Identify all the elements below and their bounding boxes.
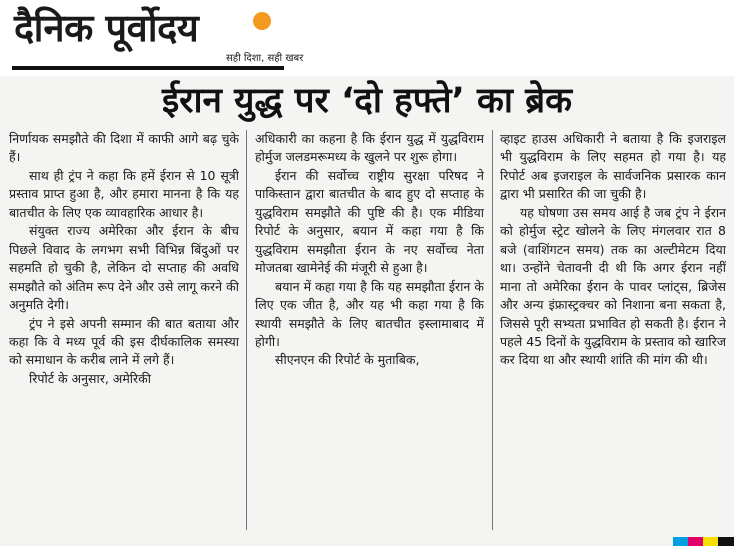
masthead-rule bbox=[12, 66, 284, 70]
paragraph: संयुक्त राज्य अमेरिका और ईरान के बीच पिछले विवाद के लगभग सभी विभिन्न बिंदुओं पर सहमति हो चुकी है, लेकिन दो सप्ताह की अवधि समझौते को अंतिम रूप देने और उसे लागू करने की अनुमति देगी। bbox=[9, 223, 239, 313]
headline: ईरान युद्ध पर ‘दो हफ्ते’ का ब्रेक bbox=[161, 81, 572, 121]
paragraph: रिपोर्ट के अनुसार, अमेरिकी bbox=[29, 370, 151, 386]
paragraph: साथ ही ट्रंप ने कहा कि हमें ईरान से 10 सूत्री प्रस्ताव प्राप्त हुआ है, और हमारा मानना है कि यह बातचीत के लिए एक व्यावहारिक आधार है। bbox=[9, 167, 239, 220]
paragraph: निर्णायक समझौते की दिशा में काफी आगे बढ़ चुके हैं। bbox=[9, 131, 239, 165]
paragraph: यह घोषणा उस समय आई है जब ट्रंप ने ईरान को होर्मुज स्ट्रेट खोलने के लिए मंगलवार रात 8 बजे (वाशिंगटन समय) तक का अल्टीमेटम दिया था। उन्होंने चेतावनी दी थी कि अगर ईरान नहीं माना तो अमेरिका ईरान के पावर प्लांट्स, ब्रिजेस और अन्य इंफ्रास्ट्रक्चर को निशाना बना सकता है, जिससे पूरी सभ्यता प्रभावित हो सकती है। ईरान ने पहले 45 दिनों के युद्धविराम के प्रस्ताव को खारिज कर दिया था और स्थायी शांति की मांग की थी। bbox=[500, 204, 726, 368]
registration-yellow-mark bbox=[703, 537, 718, 546]
article-column-3 bbox=[500, 130, 726, 536]
registration-cyan-mark bbox=[673, 537, 688, 546]
column-divider bbox=[246, 130, 247, 530]
tagline: सही दिशा, सही खबर bbox=[226, 53, 304, 64]
paragraph: अधिकारी का कहना है कि ईरान युद्ध में युद्धविराम होर्मुज जलडमरूमध्य के खुलने पर शुरू होगा। bbox=[255, 131, 484, 165]
registration-magenta-mark bbox=[688, 537, 703, 546]
masthead bbox=[0, 0, 734, 76]
paragraph: व्हाइट हाउस अधिकारी ने बताया है कि इजराइल भी युद्धविराम के लिए सहमत हो गया है। यह रिपोर्ट अब इजराइल के सार्वजनिक प्रसारक कान द्वारा भी प्रसारित की जा चुकी है। bbox=[500, 131, 726, 202]
column-divider bbox=[492, 130, 493, 530]
paragraph: सीएनएन की रिपोर्ट के मुताबिक, bbox=[275, 352, 420, 368]
paragraph: बयान में कहा गया है कि यह समझौता ईरान के लिए एक जीत है, और यह भी कहा गया है कि स्थायी समझौते के लिए बातचीत इस्लामाबाद में होगी। bbox=[255, 278, 484, 349]
paragraph: ईरान की सर्वोच्च राष्ट्रीय सुरक्षा परिषद ने पाकिस्तान द्वारा बातचीत के बाद हुए दो सप्ताह के युद्धविराम समझौते की पुष्टि की है। एक मीडिया रिपोर्ट के अनुसार, बयान में कहा गया है कि युद्धविराम समझौता ईरान के नए सर्वोच्च नेता मोजतबा खामेनेई की मंजूरी से हुआ है। bbox=[255, 167, 484, 276]
newspaper-logo: दैनिक पूर्वोदय bbox=[14, 5, 199, 50]
article-column-2 bbox=[255, 130, 484, 536]
article-column-1 bbox=[9, 130, 239, 536]
registration-black-mark bbox=[718, 537, 734, 546]
logo-dot-icon bbox=[253, 12, 271, 30]
paragraph: ट्रंप ने इसे अपनी सम्मान की बात बताया और कहा कि वे मध्य पूर्व की इस दीर्घकालिक समस्या को समाधान के करीब लाने में लगे हैं। bbox=[9, 315, 239, 368]
